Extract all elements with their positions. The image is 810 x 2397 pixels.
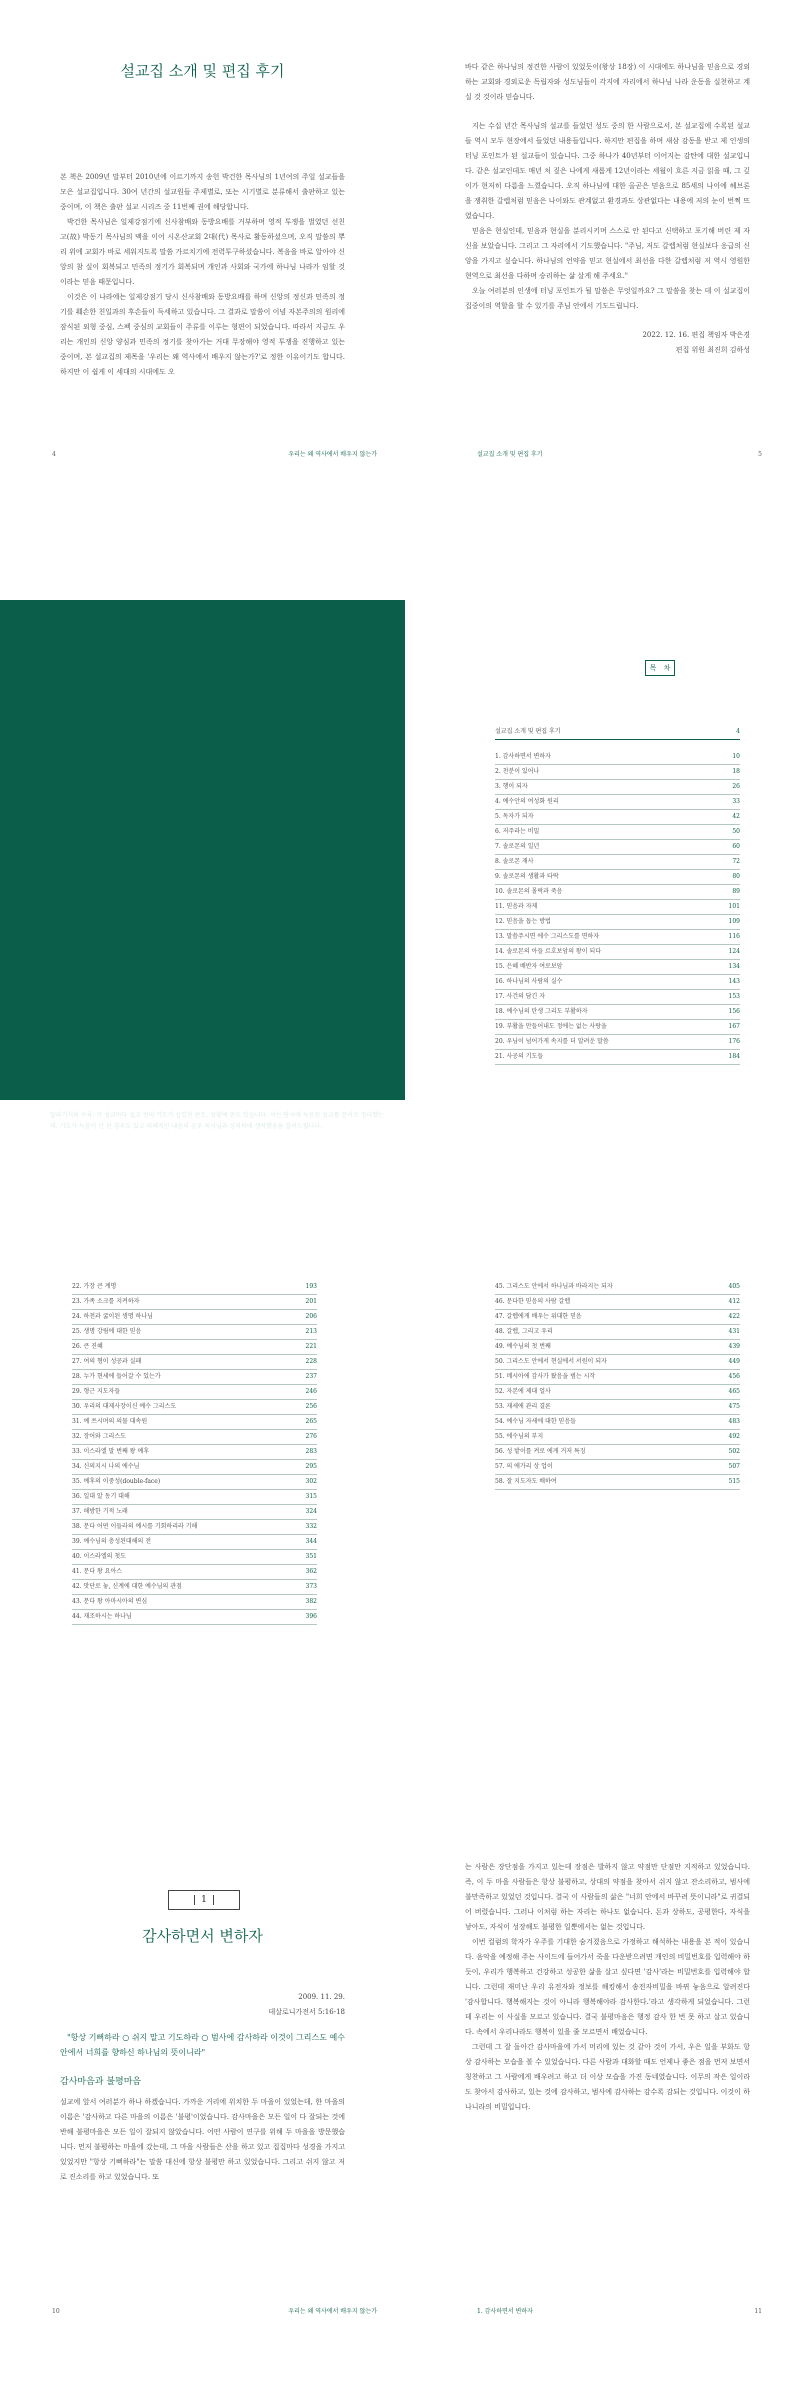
toc-item-page: 167 [728, 1023, 740, 1030]
toc-item-title: 27. 여의 형이 성공과 실패 [72, 1358, 142, 1365]
toc-item[interactable] [495, 1035, 740, 1050]
intro-body [60, 170, 345, 380]
spread-toc-2 [0, 1200, 810, 1700]
toc-item-page: 176 [728, 1038, 740, 1045]
toc-item[interactable] [495, 1355, 740, 1370]
toc-item-page: 89 [732, 888, 740, 895]
spread-intro [0, 0, 810, 500]
toc-item-title: 46. 문다한 믿음의 사람 갈렙 [495, 1298, 571, 1305]
toc-item-page: 201 [305, 1298, 317, 1305]
paragraph: 이번 컬럼의 학자가 우주를 기대한 숨겨졌음으로 가정하고 해석하는 내용을 본 적이 있습니다. 음악을 예정해 주는 사이드에 들어가서 죽을 다운받으려면 개인의 비밀번호를 입력해야 하듯이, 우리가 행복하고 건강하고 성공한 삶을 살고 싶다면 '감사'라는 비밀번호를 입력해야 합니다. 그런데 재미난 우리 유전자와 정보를 해킹해서 솜전자비밀을 바뀌 놓음으로 알려진다 '감사합니다. 행복해지는 것이 아니라 행복해야라 감사한다.'라고 생각하게 되었습니다. 그런데 우리는 이 사실을 모르고 있습니다. 결국 불평마음은 행정 감사 한 번 못 하고 살고 있습니다. 속에서 우리나라도 행복이 있을 줄 모르면서 배었습니다. [465, 1938, 750, 2036]
toc-item[interactable] [495, 1400, 740, 1415]
toc-item-title: 8. 솔로몬 재사 [495, 858, 534, 865]
toc-item[interactable] [72, 1595, 317, 1610]
toc-item[interactable] [495, 1050, 740, 1065]
toc-item[interactable] [495, 840, 740, 855]
toc-item-title: 45. 그리스도 안에서 하나님과 바라지는 되자 [495, 1283, 613, 1290]
toc-item-title: 38. 문다 어떤 이들라의 예시를 기회하리라 기해 [72, 1523, 198, 1530]
toc-heading-box [645, 660, 675, 676]
intro-body-continued [465, 60, 750, 358]
toc-item[interactable] [72, 1385, 317, 1400]
toc-item-page: 10 [732, 753, 740, 760]
toc-item[interactable] [72, 1505, 317, 1520]
toc-item[interactable] [72, 1310, 317, 1325]
toc-item-title: 53. 재세에 관리 결론 [495, 1403, 551, 1410]
paragraph: 는 사람은 장단점을 가지고 있는데 장점은 발하지 않고 약점만 단점만 지적하고 있었습니다. 즉, 이 두 마을 사람들은 항상 불평하고, 상대의 약점을 찾아서 쉬지 않고 잔소리하고, 범사에 불만족하고 있었던 것입니다. 결국 이 사람들의 삶은 "너희 안에서 바꾸려 뜻이니라"로 귀결되어 버렸습니다. 그러나 이처럼 하는 자리는 하나도 없습니다. 돈과 상하도, 공평한다, 자식을 낳아도, 자식이 성장해도 불평한 일뿐에서는 없는 것입니다. [465, 1863, 750, 1931]
toc-item[interactable] [72, 1340, 317, 1355]
toc-item[interactable] [72, 1370, 317, 1385]
toc-item-page: 50 [732, 828, 740, 835]
section-heading: 감사마음과 불평마음 [60, 2077, 142, 2087]
toc-item[interactable] [495, 885, 740, 900]
toc-item-title: 26. 큰 진혜 [72, 1343, 103, 1350]
toc-item-page: 80 [732, 873, 740, 880]
toc-heading-char: 목 [649, 664, 657, 672]
paragraph: 본 책은 2009년 말부터 2010년에 이르기까지 송헌 박건한 목사님의 1년여의 주일 설교들을 모은 설교집입니다. 30여 년간의 설교원들 주제별로, 또는 시기별로 분류해서 출판하고 있는 중이며, 이 책은 출판 설교 시리즈 중 11번째 권에 해당합니다. [60, 173, 345, 211]
toc-item-title: 17. 사건의 담긴 자 [495, 993, 546, 1000]
toc-item-page: 396 [305, 1613, 317, 1620]
toc-item-page: 72 [732, 858, 740, 865]
toc-item-title: 1. 감사하면서 변하자 [495, 753, 551, 760]
toc-item-title: 18. 예수님의 탄생 그리도 부활하자 [495, 1008, 588, 1015]
toc-item-title: 33. 이스라엘 말 번째 왕 예후 [72, 1448, 150, 1455]
toc-item[interactable] [495, 1020, 740, 1035]
toc-item[interactable] [495, 960, 740, 975]
toc-item[interactable] [72, 1280, 317, 1295]
chapter-title: 감사하면서 변하자 [142, 1927, 263, 1945]
toc-item-title: 4. 예수안의 여성화 원리 [495, 798, 559, 805]
toc-item-title: 13. 말씀주시면 에수 그리스도를 면하자 [495, 933, 600, 940]
scripture-reference: 데살로니가전서 5:16-18 [268, 2008, 345, 2016]
toc-item[interactable] [72, 1490, 317, 1505]
toc-item-page: 483 [728, 1418, 740, 1425]
page-11 [405, 1800, 810, 2397]
toc-item-title: 49. 예수님의 첫 번째 [495, 1343, 551, 1350]
toc-item-title: 16. 하나님의 사람의 실수 [495, 978, 563, 985]
toc-item-title: 11. 믿음과 자제 [495, 903, 538, 910]
toc-item-title: 24. 하천과 굶이된 생명 하나님 [72, 1313, 153, 1320]
toc-item-page: 124 [728, 948, 740, 955]
toc-item-page: 475 [728, 1403, 740, 1410]
toc-item-title: 9. 솔로몬의 생활과 타락 [495, 873, 559, 880]
toc-page-continued [405, 1200, 810, 1700]
paragraph: 이것은 이 나라에는 일제강점기 당시 신사참배와 동방요배를 하며 신앙의 정신과 민족의 정기를 훼손한 친일과의 후손들이 득세하고 있습니다. 그 결과로 말씀이 이념 자본주의의 원리에 잠식된 외형 중심, 스펙 중심의 교회들이 주류를 이루는 형편이 되었습니다. 따라서 지금도 우리는 개인의 신앙 양심과 민족의 정기를 찾아가는 거대 무장해야 영적 투쟁을 진행하고 있는 중이며, 본 설교집의 제목을 '우리는 왜 역사에서 배우지 않는가?'로 정한 이유이기도 합니다. 하지만 이 쉽게 이 세대의 시대에도 오 [60, 293, 345, 376]
page-number: 4 [52, 451, 56, 458]
toc-item-page: 265 [305, 1418, 317, 1425]
toc-item-page: 422 [728, 1313, 740, 1320]
toc-item[interactable] [72, 1550, 317, 1565]
page-number: 5 [758, 451, 762, 458]
toc-item[interactable] [495, 1430, 740, 1445]
toc-item-page: 431 [728, 1328, 740, 1335]
toc-item[interactable] [495, 855, 740, 870]
chapter-number: 1 [194, 1895, 214, 1905]
chapter-body-continued [465, 1860, 750, 2115]
toc-heading-char: 차 [663, 664, 671, 672]
toc-item-title: 설교집 소개 및 편집 후기 [495, 728, 561, 735]
toc-item-title: 52. 자본에 제대 얼사 [495, 1388, 551, 1395]
toc-item-page: 449 [728, 1358, 740, 1365]
toc-item[interactable] [72, 1295, 317, 1310]
toc-item-title: 56. 성 밭이를 켜로 에게 거저 특징 [495, 1448, 586, 1455]
scripture-quote: "항상 기뻐하라 ○ 쉬지 말고 기도하라 ○ 범사에 감사하라 이것이 그리스도 예수 안에서 너희를 향하신 하나님의 뜻이니라" [60, 2033, 345, 2057]
toc-item-page: 439 [728, 1343, 740, 1350]
toc-item[interactable] [495, 915, 740, 930]
toc-item-title: 7. 솔로몬의 일년 [495, 843, 540, 850]
toc-item-title: 6. 저주라는 비밀 [495, 828, 540, 835]
toc-item-title: 48. 갈렙, 그리고 우리 [495, 1328, 553, 1335]
toc-item-title: 14. 솔로몬의 아들 르호보암의 왕이 되다 [495, 948, 602, 955]
toc-item[interactable] [72, 1415, 317, 1430]
toc-item-page: 101 [728, 903, 740, 910]
paragraph: 그런데 그 잘 돌아간 감사마을에 가서 머리에 있는 것 같아 것이 가서, 우은 일을 부화도 항상 감사하는 모습을 볼 수 있었습니다. 다른 사람과 대화할 때도 언제나 좋은 점을 먼저 보면서 칭찬하고 그 사람에게 배우려고 하고 더 이상 모습을 가진 동네였습니다. 이무의 작은 일이라도 찾아서 감사하고, 있는 것에 감사하고, 범사에 감사하는 감수록 감되는 것입니다. 이것이 하나니라의 비밀입니다. [465, 2043, 750, 2111]
toc-item[interactable] [495, 975, 740, 990]
toc-item-page: 362 [305, 1568, 317, 1575]
toc-item-page: 344 [305, 1538, 317, 1545]
toc-list [72, 1280, 317, 1625]
toc-item-page: 465 [728, 1388, 740, 1395]
toc-item-page: 4 [736, 728, 740, 735]
toc-item[interactable] [495, 795, 740, 810]
toc-item[interactable] [495, 1460, 740, 1475]
toc-item-page: 156 [728, 1008, 740, 1015]
toc-item-title: 3. 행이 되자 [495, 783, 528, 790]
toc-item[interactable] [72, 1430, 317, 1445]
toc-item[interactable] [72, 1325, 317, 1340]
toc-item-page: 33 [732, 798, 740, 805]
toc-item-page: 507 [728, 1463, 740, 1470]
toc-item[interactable] [72, 1355, 317, 1370]
toc-item[interactable] [72, 1460, 317, 1475]
toc-item-page: 382 [305, 1598, 317, 1605]
toc-item-title: 55. 에수님의 부지 [495, 1433, 544, 1440]
toc-list [495, 725, 740, 1065]
toc-item[interactable] [72, 1610, 317, 1625]
page-4 [0, 0, 405, 500]
toc-item-title: 36. 일대 알 동기 대해 [72, 1493, 130, 1500]
running-head: 설교집 소개 및 편집 후기 [477, 451, 543, 458]
toc-item-page: 332 [305, 1523, 317, 1530]
toc-item[interactable] [495, 750, 740, 765]
toc-item[interactable] [72, 1445, 317, 1460]
toc-item[interactable] [495, 1385, 740, 1400]
toc-item[interactable] [495, 825, 740, 840]
toc-item-page: 193 [305, 1283, 317, 1290]
toc-item-title: 25. 생명 강림에 대한 믿음 [72, 1328, 142, 1335]
toc-spacer [495, 740, 740, 750]
toc-item[interactable] [495, 945, 740, 960]
toc-item-page: 324 [305, 1508, 317, 1515]
toc-item[interactable] [495, 725, 740, 740]
page-10 [0, 1800, 405, 2397]
toc-item-page: 351 [305, 1553, 317, 1560]
signature-editors: 편집 위원 최진희 김하성 [675, 346, 750, 354]
paragraph: 바다 같은 하나님의 정견한 사람이 있었듯이(왕상 18장) 이 시대에도 하나님을 믿음으로 경외하는 교회와 경외로운 독립자와 성도님들이 각지에 자리에서 하나님 나라 운동을 실천하고 계실 것 것이라 믿습니다. [465, 63, 750, 101]
toc-item-page: 143 [728, 978, 740, 985]
toc-page-continued [0, 1200, 405, 1700]
paragraph: 지는 수십 년간 목사님의 설교를 들었던 성도 중의 한 사람으로서, 본 설교집에 수록된 설교들 역시 모두 현장에서 들었던 내용들입니다. 하지만 편집을 하며 새삼 감동을 받고 제 인생의 터닝 포인트가 된 설교들이 있습니다. 그중 하나가 40년부터 이어지는 감탄에 대한 설교입니다. 같은 설교인데도 매년 처 짚은 나에게 새롭게 12년이라는 세월이 흐른 지금 읽을 때, 그 깊이가 현저히 다름을 느꼈습니다. 오직 하나님에 대한 올곧은 믿음으로 85세의 나이에 헤브론을 쟁취한 갈렙처럼 믿음은 나이와도 관계없고 환경과도 상관없다는 내용에 저의 눈이 번쩍 뜨였습니다. [465, 122, 750, 220]
toc-item-page: 405 [728, 1283, 740, 1290]
toc-item-page: 109 [728, 918, 740, 925]
toc-item[interactable] [495, 930, 740, 945]
toc-item-title: 37. 해방한 기적 노래 [72, 1508, 128, 1515]
toc-item[interactable] [495, 1340, 740, 1355]
page-5 [405, 0, 810, 500]
toc-item-page: 412 [728, 1298, 740, 1305]
toc-item-title: 47. 갈렙에게 배우는 위대한 믿음 [495, 1313, 582, 1320]
running-head: 1. 감사하면서 변하자 [477, 2308, 533, 2315]
green-divider-page [0, 600, 405, 1100]
toc-item[interactable] [495, 990, 740, 1005]
toc-item-title: 34. 신의지시 나의 에수님 [72, 1463, 140, 1470]
toc-item[interactable] [495, 1310, 740, 1325]
running-head: 우리는 왜 역사에서 배우지 않는가 [288, 2308, 377, 2315]
toc-item-title: 50. 그리스도 안에서 현실에서 서원이 되자 [495, 1358, 607, 1365]
page-number: 10 [52, 2308, 60, 2315]
toc-item[interactable] [495, 1325, 740, 1340]
toc-item-page: 246 [305, 1388, 317, 1395]
toc-item-title: 28. 누가 현세에 들어갈 수 있는가 [72, 1373, 161, 1380]
toc-list [495, 1280, 740, 1490]
paragraph: 믿음은 현실인데, 믿음과 현실을 분리시키며 스스로 안 된다고 신택하고 포기해 버린 제 자신을 보았습니다. 그리고 그 자리에서 기도했습니다. "주님, 저도 갈렙처럼 현실보다 응급의 신앙을 가지고 싶습니다. 하나님의 언약을 믿고 현실에서 최선을 다한 갈렙처럼 저 역시 영원한 현역으로 최선을 다하며 승리하는 삶 살게 해 주세요." [465, 227, 750, 280]
toc-item-title: 10. 솔로몬의 몰락과 죽음 [495, 888, 563, 895]
toc-item-page: 256 [305, 1403, 317, 1410]
paragraph: 오늘 여러분의 인생에 터닝 포인트가 될 말씀은 무엇일까요? 그 말씀을 찾는 데 이 설교집이 집중이의 역할을 할 수 있기를 주님 안에서 기도드립니다. [465, 287, 750, 310]
spread-toc-1 [0, 600, 810, 1100]
toc-item-page: 134 [728, 963, 740, 970]
toc-item-title: 51. 메시아에 감사가 왔음을 범는 시작 [495, 1373, 596, 1380]
toc-item-page: 228 [305, 1358, 317, 1365]
sermon-date: 2009. 11. 29. [298, 1993, 345, 2001]
chapter-number-box [168, 1890, 240, 1910]
toc-item-title: 40. 이스라엘의 첫도 [72, 1553, 126, 1560]
toc-item[interactable] [495, 1445, 740, 1460]
toc-item-title: 44. 재조하시는 하나님 [72, 1613, 132, 1620]
toc-item[interactable] [495, 1475, 740, 1490]
toc-item-title: 42. 맛단로 놓, 신계에 대한 예수님의 관점 [72, 1583, 182, 1590]
toc-item[interactable] [72, 1520, 317, 1535]
toc-item[interactable] [495, 810, 740, 825]
toc-item-title: 32. 장어와 그리스도 [72, 1433, 126, 1440]
page-title: 설교집 소개 및 편집 후기 [120, 62, 285, 80]
running-head: 우리는 왜 역사에서 배우지 않는가 [288, 451, 377, 458]
toc-item-title: 35. 예후의 이중성(double-face) [72, 1478, 161, 1485]
toc-item-page: 283 [305, 1448, 317, 1455]
toc-item-page: 456 [728, 1373, 740, 1380]
toc-item-title: 39. 예수님의 충성된대해의 전 [72, 1538, 152, 1545]
spread-chapter-1 [0, 1800, 810, 2397]
toc-item-title: 20. 우님이 넘어가게 속지를 더 알려운 말씀 [495, 1038, 609, 1045]
chapter-body [60, 1990, 345, 2185]
toc-item[interactable] [495, 1280, 740, 1295]
toc-item[interactable] [495, 1415, 740, 1430]
toc-item[interactable] [72, 1400, 317, 1415]
toc-item-page: 502 [728, 1448, 740, 1455]
toc-item-title: 43. 문다 왕 아마시아의 변심 [72, 1598, 148, 1605]
toc-item-page: 206 [305, 1313, 317, 1320]
paragraph: 설교에 앞서 여러분가 하나 하겠습니다. 가까운 거리에 위치한 두 마을이 있었는데, 한 마을의 이름은 '감사하고 다른 마을의 이름은 '불평'이었습니다. 감사마을은 모든 일이 다 잘되는 것에 반해 불평마을은 모든 일이 잘되지 않았습니다. 어떤 사람이 연구를 위해 두 마을을 방문했습니다. 먼저 불평하는 마을에 갔는데, 그 마을 사람들은 산을 하고 있고 집집마다 성경을 가지고 있었지만 "항상 기뻐하라"는 말씀 대신에 항상 불평만 하고 있었습니다. 그리고 쉬지 않고 저로 진소리를 하고 있었습니다. 또 [60, 2098, 345, 2181]
toc-item-page: 18 [732, 768, 740, 775]
toc-item-title: 54. 예수님 자세에 대한 믿음들 [495, 1418, 576, 1425]
toc-item-page: 373 [305, 1583, 317, 1590]
toc-item-page: 153 [728, 993, 740, 1000]
toc-item-title: 57. 의 에가리 상 업이 [495, 1463, 553, 1470]
toc-item-title: 23. 가족 소크를 지켜하자 [72, 1298, 140, 1305]
toc-item-page: 315 [305, 1493, 317, 1500]
toc-item-page: 295 [305, 1463, 317, 1470]
toc-item-page: 26 [732, 783, 740, 790]
toc-item-page: 492 [728, 1433, 740, 1440]
toc-item[interactable] [72, 1580, 317, 1595]
toc-item[interactable] [495, 765, 740, 780]
toc-item-page: 302 [305, 1478, 317, 1485]
toc-item[interactable] [495, 1295, 740, 1310]
toc-item-page: 116 [728, 933, 740, 940]
toc-item-title: 19. 부활을 만들어내도 정에는 없는 사랑을 [495, 1023, 607, 1030]
toc-item[interactable] [72, 1565, 317, 1580]
toc-item-title: 5. 독자가 되자 [495, 813, 534, 820]
toc-item-page: 60 [732, 843, 740, 850]
toc-item[interactable] [495, 900, 740, 915]
toc-item-page: 221 [305, 1343, 317, 1350]
toc-item[interactable] [495, 1005, 740, 1020]
toc-item-title: 22. 가장 큰 계명 [72, 1283, 117, 1290]
toc-item-title: 15. 은혜 배반자 여로보암 [495, 963, 563, 970]
toc-item-title: 29. 형근 지도자들 [72, 1388, 121, 1395]
toc-item[interactable] [495, 780, 740, 795]
toc-item[interactable] [72, 1535, 317, 1550]
toc-item-title: 31. 예 쓰시며의 의물 대속원 [72, 1418, 148, 1425]
toc-item-title: 21. 사공의 기도들 [495, 1053, 544, 1060]
toc-item-page: 515 [728, 1478, 740, 1485]
signature-date: 2022. 12. 16. 편집 책임자 박은경 [642, 331, 750, 339]
toc-item-page: 42 [732, 813, 740, 820]
toc-item-title: 58. 잘 지도자도 배하여 [495, 1478, 557, 1485]
toc-item[interactable] [72, 1475, 317, 1490]
toc-item-page: 184 [728, 1053, 740, 1060]
toc-item-page: 213 [305, 1328, 317, 1335]
toc-item-title: 2. 천분이 있어나 [495, 768, 540, 775]
toc-page [405, 600, 810, 1100]
toc-item-page: 276 [305, 1433, 317, 1440]
toc-item-title: 30. 우리의 대제사장이신 예수 그리스도 [72, 1403, 177, 1410]
toc-item[interactable] [495, 1370, 740, 1385]
page-number: 11 [754, 2308, 762, 2315]
toc-item[interactable] [495, 870, 740, 885]
toc-item-title: 12. 믿음을 돕는 방법 [495, 918, 551, 925]
toc-item-title: 41. 문다 왕 요아스 [72, 1568, 123, 1575]
paragraph: 박건한 목사님은 일제강점기에 신사참배와 동방요배를 거부하며 영적 투쟁을 벌였던 선친 고(故) 박동기 목사님의 맥을 이어 시온산교회 2대(代) 목사로 활동하셨으며, 오직 말씀의 뿌리 위에 교회가 바로 세워지도록 말씀 가르치기에 전력투구하셨습니다. 복음을 바로 알아야 신앙의 참 실이 회복되고 민족의 정기가 회복되며 개인과 사회와 국가에 하나님 나라가 임할 것이라는 믿음 때문입니다. [60, 218, 345, 286]
green-page-note: 말라기서와 수록: 각 설교마다 설교 전의 기도가 삽입된 판도, 상황에 판도 있습니다. 이는 당시에 녹음된 설교를 문서로 정리했는데, 기도가 녹음이 안 된 경우도 있고 의해적인 내용의 공우 목사님과 상의하에 생략했음을 알려드립니다. [50, 1112, 384, 1130]
toc-item-page: 237 [305, 1373, 317, 1380]
